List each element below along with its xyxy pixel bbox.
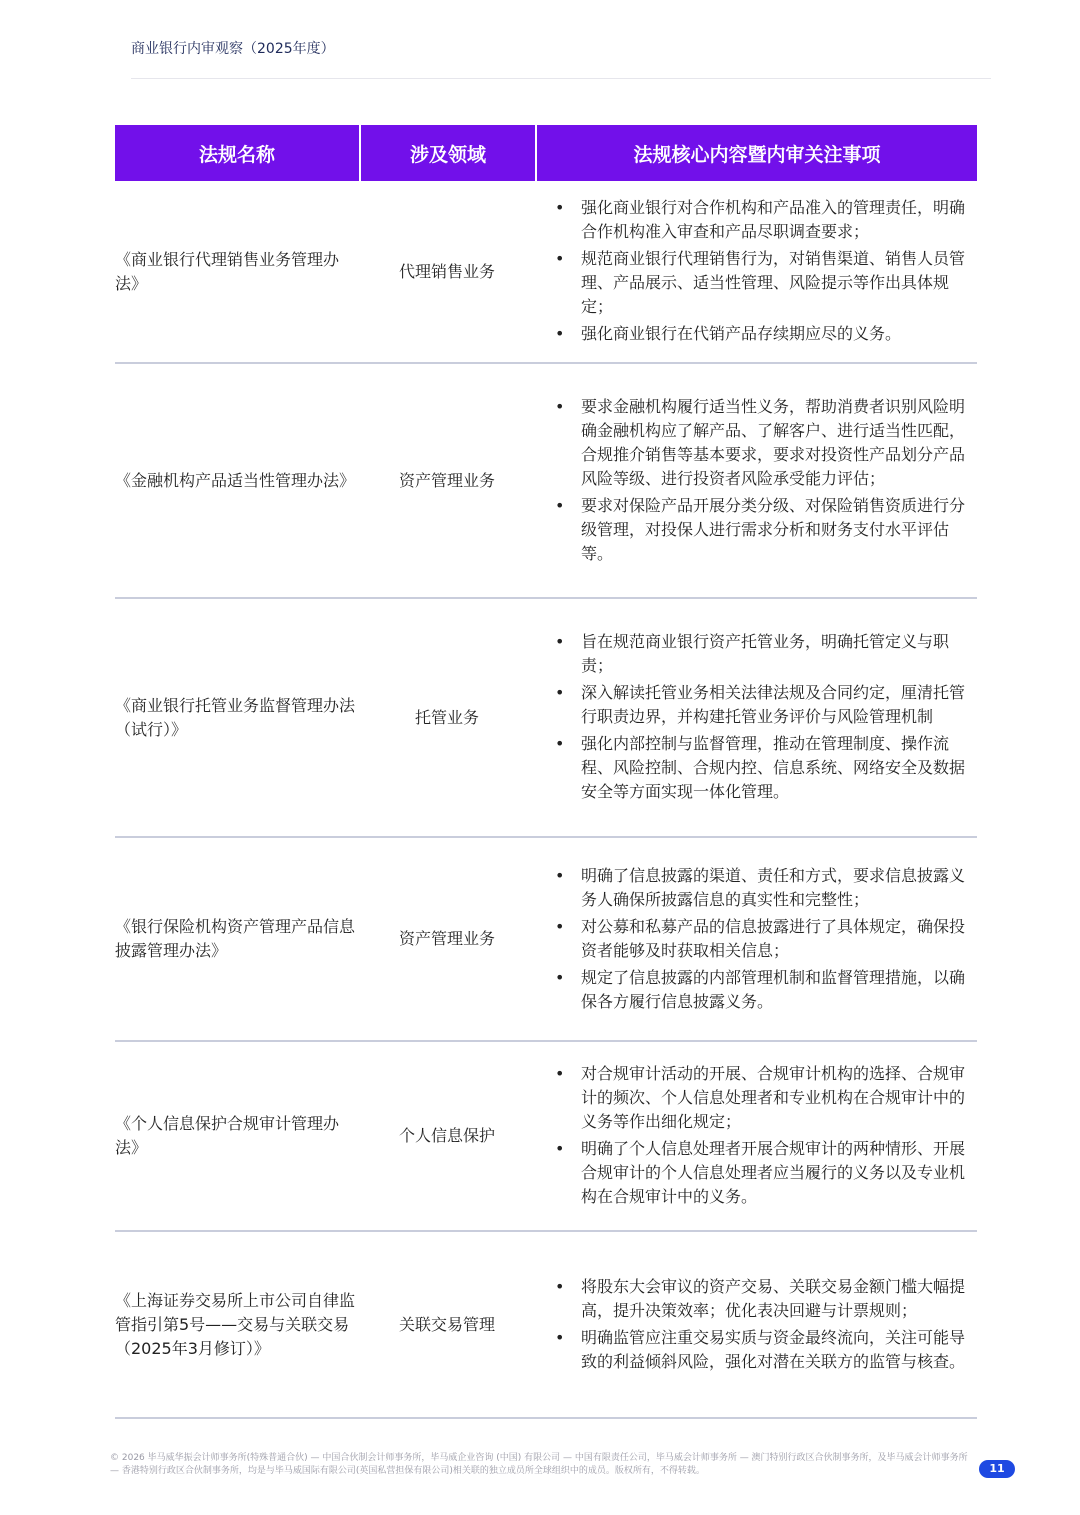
key-point-item: • 对合规审计活动的开展、合规审计机构的选择、合规审计的频次、个人信息处理者和专业机构在合规审计中的义务等作出细化规定； [555,1062,977,1134]
key-points-list [555,630,977,804]
key-points-list [555,196,977,346]
regulation-key-points [535,628,977,807]
table-row [115,599,977,838]
regulation-key-points [535,1273,977,1377]
header-divider [131,78,991,79]
regulation-name: 《商业银行代理销售业务管理办法》 [115,249,340,293]
table-header [115,125,977,181]
key-point-item: • 强化商业银行在代销产品存续期应尽的义务。 [555,322,977,346]
column-header-content: 法规核心内容暨内审关注事项 [535,125,977,181]
regulation-name: 《银行保险机构资产管理产品信息披露管理办法》 [115,917,356,960]
regulation-name: 《个人信息保护合规审计管理办法》 [115,1114,340,1157]
key-point-item: • 强化内部控制与监督管理，推动在管理制度、操作流程、风险控制、合规内控、信息系统、网络安全及数据安全等方面实现一体化管理。 [555,732,977,804]
key-points-list [555,395,977,566]
regulation-domain: 个人信息保护 [398,1126,495,1145]
regulation-domain: 托管业务 [414,707,479,727]
regulation-domain: 代理销售业务 [398,261,495,281]
key-point-item: • 规定了信息披露的内部管理机制和监督管理措施，以确保各方履行信息披露义务。 [555,966,977,1014]
key-point-item: • 要求对保险产品开展分类分级、对保险销售资质进行分级管理，对投保人进行需求分析和财务支付水平评估等。 [555,494,977,566]
key-point-item: • 旨在规范商业银行资产托管业务，明确托管定义与职责； [555,630,977,678]
page-number-badge: 11 [979,1460,1015,1478]
key-point-item: • 规范商业银行代理销售行为，对销售渠道、销售人员管理、产品展示、适当性管理、风险提示等作出具体规定； [555,247,977,319]
table-row [115,838,977,1042]
key-points-list [555,1062,977,1209]
regulation-name: 《金融机构产品适当性管理办法》 [115,470,356,490]
key-point-item: • 明确监管应注重交易实质与资金最终流向，关注可能导致的利益倾斜风险，强化对潜在关联方的监管与核查。 [555,1326,977,1374]
table-body [115,181,977,1419]
key-point-item: • 深入解读托管业务相关法律法规及合同约定，厘清托管行职责边界，并构建托管业务评价与风险管理机制 [555,681,977,729]
column-header-domain: 涉及领域 [359,125,535,181]
regulation-name: 《商业银行托管业务监督管理办法（试行）》 [115,695,356,739]
table-row [115,1232,977,1419]
regulation-domain: 资产管理业务 [398,470,495,490]
key-points-list [555,1275,977,1374]
key-point-item: • 明确了信息披露的渠道、责任和方式，要求信息披露义务人确保所披露信息的真实性和完整性； [555,864,977,912]
key-point-item: • 对公募和私募产品的信息披露进行了具体规定，确保投资者能够及时获取相关信息； [555,915,977,963]
key-point-item: • 将股东大会审议的资产交易、关联交易金额门槛大幅提高，提升决策效率；优化表决回避与计票规则； [555,1275,977,1323]
regulation-key-points [535,393,977,569]
page-header-title: 商业银行内审观察（2025年度） [131,41,335,57]
regulations-table [115,125,977,1419]
footer-copyright: © 2026 毕马威华振会计师事务所(特殊普通合伙) — 中国合伙制会计师事务所，毕马威企业咨询 (中国) 有限公司 — 中国有限责任公司，毕马威会计师事务所 — 澳门特别行政区合伙制事务所，及毕马威会计师事务所 — 香港特别行政区合伙制事务所，均是与毕马威国际有限公司(英国私营担保有限公司)相关联的独立成员所全球组织中的成员。版权所有，不得转载。 [110,1453,968,1476]
regulation-key-points [535,1060,977,1212]
regulation-domain: 关联交易管理 [398,1314,495,1334]
regulation-key-points [535,194,977,349]
key-points-list [555,864,977,1014]
key-point-item: • 强化商业银行对合作机构和产品准入的管理责任，明确合作机构准入审查和产品尽职调查要求； [555,196,977,244]
regulation-name: 《上海证券交易所上市公司自律监管指引第5号——交易与关联交易（2025年3月修订）》 [115,1290,356,1358]
regulation-domain: 资产管理业务 [398,929,495,948]
table-row [115,181,977,364]
column-header-name: 法规名称 [198,143,275,166]
table-row [115,364,977,599]
regulation-key-points [535,862,977,1017]
table-row [115,1042,977,1232]
key-point-item: • 要求金融机构履行适当性义务，帮助消费者识别风险明确金融机构应了解产品、了解客户、进行适当性匹配，合规推介销售等基本要求，要求对投资性产品划分产品风险等级、进行投资者风险承受能力评估； [555,395,977,491]
key-point-item: • 明确了个人信息处理者开展合规审计的两种情形、开展合规审计的个人信息处理者应当履行的义务以及专业机构在合规审计中的义务。 [555,1137,977,1209]
